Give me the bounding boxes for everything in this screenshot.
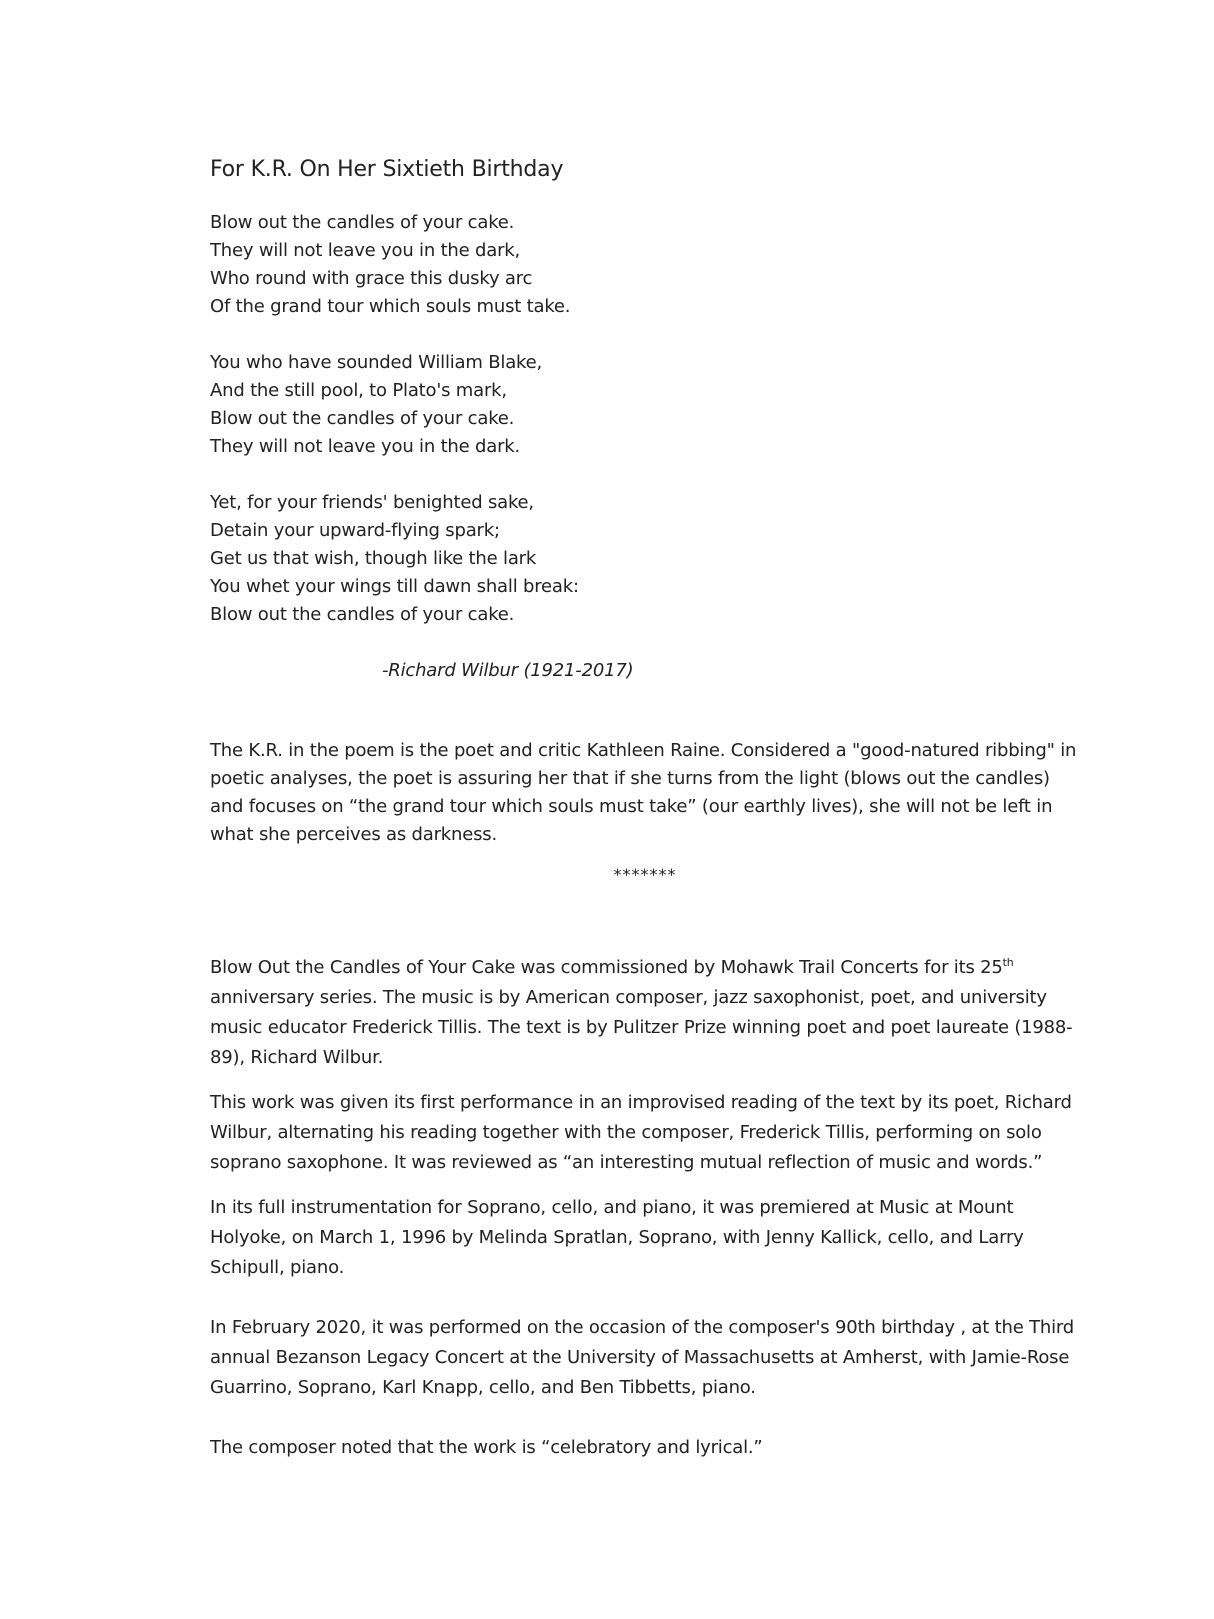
poem-line: Blow out the candles of your cake.	[210, 604, 515, 625]
program-text: anniversary series. The music is by American composer, jazz saxophonist, poet, and university music educator Frederick Tillis. The text is by Pulitzer Prize winning poet and poet laureate (1988-89), Richard Wilbur.	[210, 987, 1073, 1068]
poem-line: Blow out the candles of your cake.	[210, 212, 515, 233]
poem-title: For K.R. On Her Sixtieth Birthday	[210, 157, 564, 182]
program-paragraph-5: The composer noted that the work is “celebratory and lyrical.”	[210, 1437, 763, 1458]
program-paragraph-1	[210, 953, 1080, 1073]
poem-line: Blow out the candles of your cake.	[210, 408, 515, 429]
program-paragraph-4: In February 2020, it was performed on the occasion of the composer's 90th birthday , at the Third annual Bezanson Legacy Concert at the University of Massachusetts at Amherst, with Jamie-Rose Guarrino, Soprano, Karl Knapp, cello, and Ben Tibbetts, piano.	[210, 1317, 1075, 1398]
program-text: Blow Out the Candles of Your Cake was commissioned by Mohawk Trail Concerts for its 25	[210, 957, 1003, 978]
program-paragraph-3: In its full instrumentation for Soprano, cello, and piano, it was premiered at Music at Mount Holyoke, on March 1, 1996 by Melinda Spratlan, Soprano, with Jenny Kallick, cello, and Larry Schipull, piano.	[210, 1197, 1024, 1278]
poem-attribution: -Richard Wilbur (1921-2017)	[382, 660, 634, 681]
poem-line: You who have sounded William Blake,	[210, 352, 543, 373]
program-paragraph-2: This work was given its first performance in an improvised reading of the text by its poet, Richard Wilbur, alternating his reading together with the composer, Frederick Tillis, performing on solo soprano saxophone. It was reviewed as “an interesting mutual reflection of music and words.”	[210, 1092, 1072, 1173]
poem-line: Detain your upward-flying spark;	[210, 520, 500, 541]
poem-line: And the still pool, to Plato's mark,	[210, 380, 507, 401]
commentary-paragraph: The K.R. in the poem is the poet and critic Kathleen Raine. Considered a "good-natured ribbing" in poetic analyses, the poet is assuring her that if she turns from the light (blows out the candles) and focuses on “the grand tour which souls must take” (our earthly lives), she will not be left in what she perceives as darkness.	[210, 740, 1077, 845]
poem-stanza-1	[210, 209, 1080, 321]
poem-line: You whet your wings till dawn shall break:	[210, 576, 579, 597]
poem-line: Of the grand tour which souls must take.	[210, 296, 571, 317]
poem-stanza-2	[210, 349, 1080, 461]
poem-line: They will not leave you in the dark,	[210, 240, 521, 261]
poem-line: They will not leave you in the dark.	[210, 436, 521, 457]
poem-stanza-3	[210, 489, 1080, 629]
poem-line: Yet, for your friends' benighted sake,	[210, 492, 534, 513]
program-notes	[210, 953, 1080, 1463]
poem-line: Get us that wish, though like the lark	[210, 548, 537, 569]
poem-line: Who round with grace this dusky arc	[210, 268, 533, 289]
ordinal-suffix: th	[1002, 956, 1014, 969]
document-page	[210, 155, 1080, 1478]
section-separator: *******	[613, 865, 677, 884]
